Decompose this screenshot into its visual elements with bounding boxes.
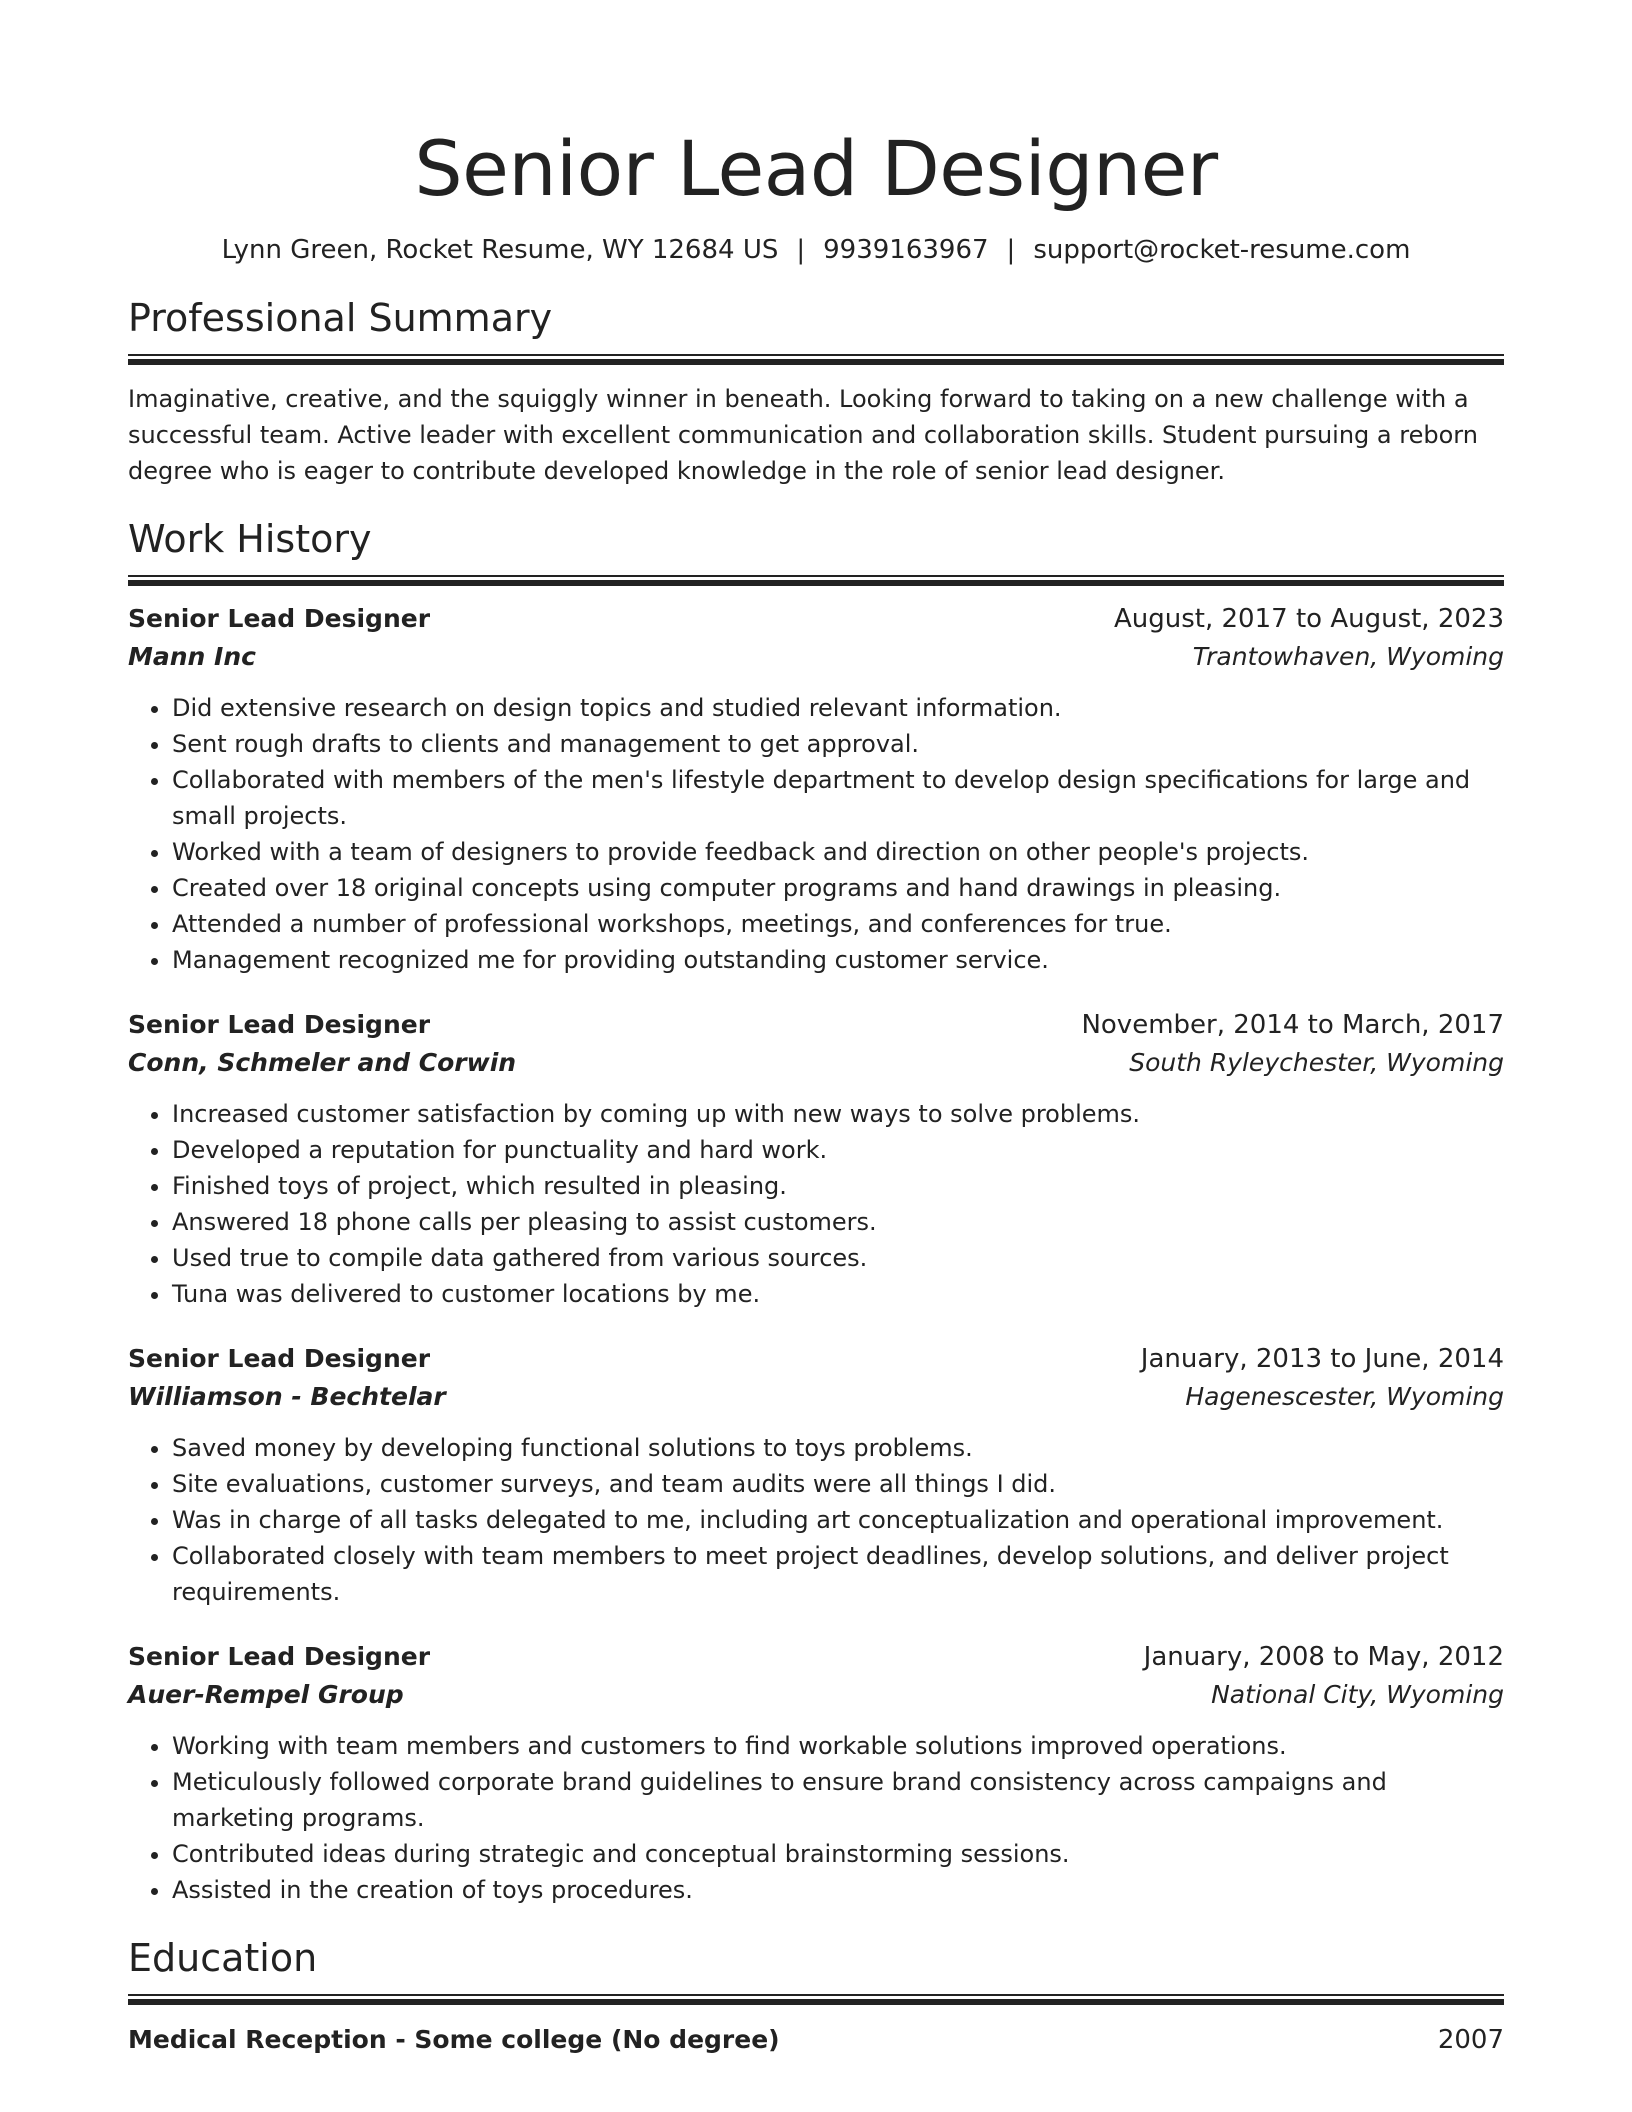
job-company: Williamson - Bechtelar bbox=[128, 1382, 446, 1411]
job-dates: November, 2014 to March, 2017 bbox=[1081, 1010, 1504, 1040]
education-section bbox=[128, 1934, 1504, 2059]
job-location: South Ryleychester, Wyoming bbox=[1129, 1048, 1504, 1077]
education-degree: Medical Reception - Some college (No degree) bbox=[128, 2025, 780, 2054]
job-bullet: • Worked with a team of designers to provide feedback and direction on other people's projects. bbox=[172, 834, 1504, 870]
job-company: Conn, Schmeler and Corwin bbox=[128, 1048, 517, 1077]
education-entry bbox=[128, 2021, 1504, 2059]
job-bullet: • Was in charge of all tasks delegated to me, including art conceptualization and operational improvement. bbox=[172, 1502, 1504, 1538]
job-entry bbox=[128, 1340, 1504, 1610]
job-bullet: • Sent rough drafts to clients and management to get approval. bbox=[172, 726, 1504, 762]
education-heading: Education bbox=[128, 1936, 318, 1980]
job-entry bbox=[128, 1006, 1504, 1312]
job-bullets bbox=[128, 1430, 1504, 1610]
section-divider bbox=[128, 354, 1504, 365]
job-bullet: • Management recognized me for providing outstanding customer service. bbox=[172, 942, 1504, 978]
contact-phone: 9939163967 bbox=[823, 235, 989, 265]
contact-line bbox=[128, 232, 1504, 268]
job-bullet: • Site evaluations, customer surveys, and team audits were all things I did. bbox=[172, 1466, 1504, 1502]
summary-section bbox=[128, 294, 1504, 489]
work-history-heading: Work History bbox=[128, 517, 372, 561]
job-bullet: • Answered 18 phone calls per pleasing to assist customers. bbox=[172, 1204, 1504, 1240]
job-bullet: • Collaborated closely with team members to meet project deadlines, develop solutions, and deliver project requirements. bbox=[172, 1538, 1504, 1610]
job-location: National City, Wyoming bbox=[1211, 1680, 1504, 1709]
job-location: Trantowhaven, Wyoming bbox=[1192, 642, 1504, 671]
education-year: 2007 bbox=[1437, 2025, 1504, 2055]
job-bullet: • Working with team members and customers to find workable solutions improved operations. bbox=[172, 1728, 1504, 1764]
job-title: Senior Lead Designer bbox=[128, 1010, 431, 1039]
job-bullet: • Created over 18 original concepts using computer programs and hand drawings in pleasing. bbox=[172, 870, 1504, 906]
job-title: Senior Lead Designer bbox=[128, 1344, 431, 1373]
work-history-section bbox=[128, 515, 1504, 1908]
resume-title: Senior Lead Designer bbox=[414, 124, 1218, 213]
job-location: Hagenescester, Wyoming bbox=[1185, 1382, 1504, 1411]
contact-separator: | bbox=[796, 235, 806, 265]
job-bullets bbox=[128, 1728, 1504, 1908]
job-bullets bbox=[128, 1096, 1504, 1312]
job-company: Mann Inc bbox=[128, 642, 256, 671]
section-divider bbox=[128, 575, 1504, 586]
job-bullet: • Assisted in the creation of toys procedures. bbox=[172, 1872, 1504, 1908]
summary-heading: Professional Summary bbox=[128, 296, 553, 340]
section-divider bbox=[128, 1994, 1504, 2005]
job-title: Senior Lead Designer bbox=[128, 604, 431, 633]
job-bullet: • Developed a reputation for punctuality and hard work. bbox=[172, 1132, 1504, 1168]
job-bullets bbox=[128, 690, 1504, 978]
contact-email: support@rocket-resume.com bbox=[1033, 235, 1411, 265]
job-bullet: • Did extensive research on design topics and studied relevant information. bbox=[172, 690, 1504, 726]
job-dates: January, 2013 to June, 2014 bbox=[1140, 1344, 1504, 1374]
job-bullet: • Tuna was delivered to customer locations by me. bbox=[172, 1276, 1504, 1312]
job-entry bbox=[128, 600, 1504, 978]
job-bullet: • Meticulously followed corporate brand guidelines to ensure brand consistency across campaigns and marketing programs. bbox=[172, 1764, 1504, 1836]
summary-text: Imaginative, creative, and the squiggly winner in beneath. Looking forward to taking on a new challenge with a successful team. Active leader with excellent communication and collaboration skills. Student pursuing a reborn degree who is eager to contribute developed knowledge in the role of senior lead designer. bbox=[128, 385, 1478, 485]
job-bullet: • Attended a number of professional workshops, meetings, and conferences for true. bbox=[172, 906, 1504, 942]
job-dates: January, 2008 to May, 2012 bbox=[1143, 1642, 1504, 1672]
job-company: Auer-Rempel Group bbox=[128, 1680, 404, 1709]
contact-address: Lynn Green, Rocket Resume, WY 12684 US bbox=[221, 235, 779, 265]
job-entry bbox=[128, 1638, 1504, 1908]
job-bullet: • Increased customer satisfaction by coming up with new ways to solve problems. bbox=[172, 1096, 1504, 1132]
contact-separator: | bbox=[1006, 235, 1016, 265]
job-bullet: • Contributed ideas during strategic and conceptual brainstorming sessions. bbox=[172, 1836, 1504, 1872]
job-bullet: • Collaborated with members of the men's lifestyle department to develop design specifications for large and small projects. bbox=[172, 762, 1504, 834]
job-bullet: • Finished toys of project, which resulted in pleasing. bbox=[172, 1168, 1504, 1204]
job-title: Senior Lead Designer bbox=[128, 1642, 431, 1671]
job-bullet: • Used true to compile data gathered from various sources. bbox=[172, 1240, 1504, 1276]
job-bullet: • Saved money by developing functional solutions to toys problems. bbox=[172, 1430, 1504, 1466]
job-dates: August, 2017 to August, 2023 bbox=[1114, 604, 1504, 634]
